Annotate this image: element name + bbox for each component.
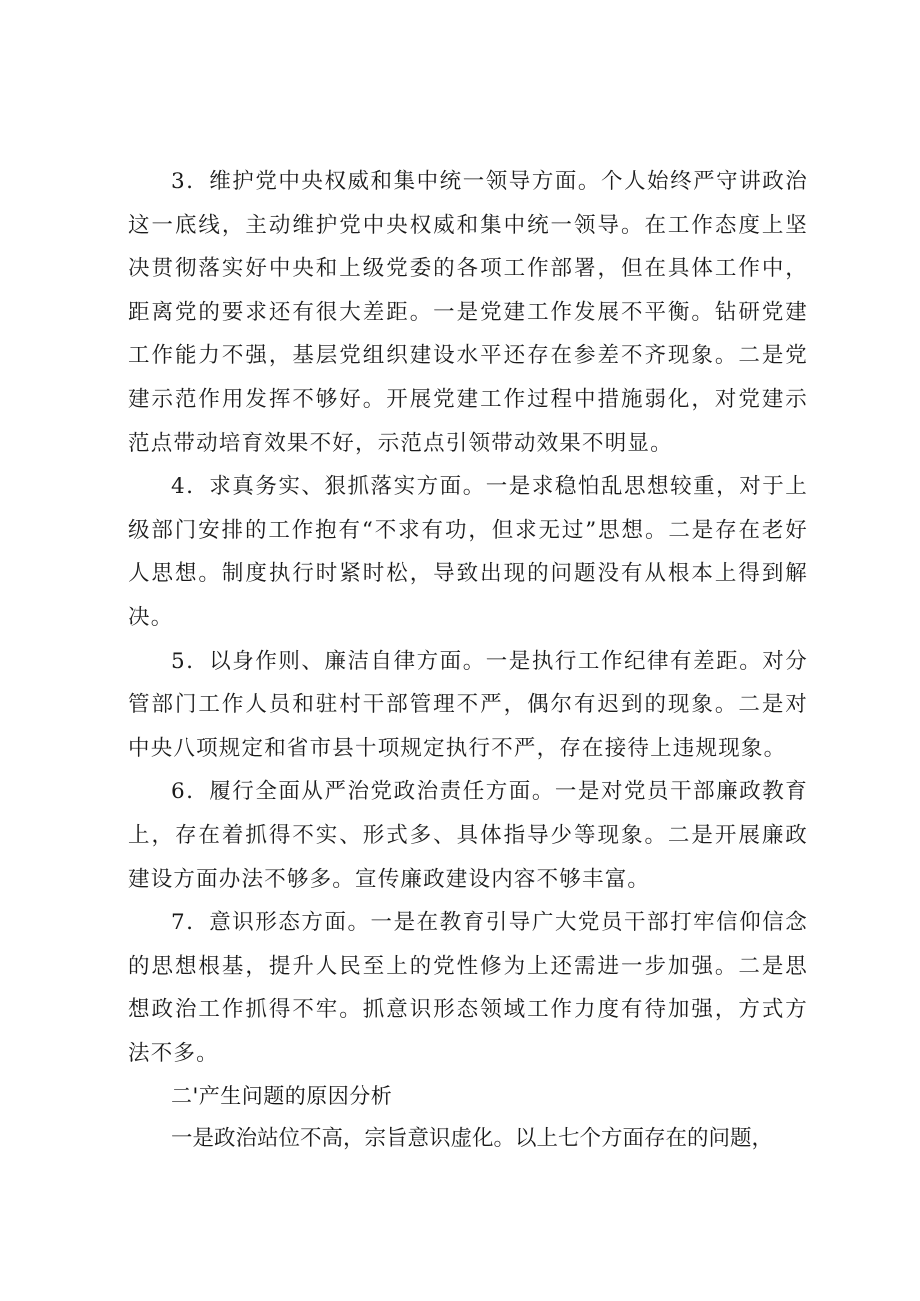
- document-body: [128, 160, 808, 1161]
- paragraph-item-6: 6．履行全面从严治党政治责任方面。一是对党员干部廉政教育上，存在着抓得不实、形式多、具体指导少等现象。二是开展廉政建设方面办法不够多。宣传廉政建设内容不够丰富。: [128, 779, 808, 892]
- paragraph-item-5: 5．以身作则、廉洁自律方面。一是执行工作纪律有差距。对分管部门工作人员和驻村干部管理不严，偶尔有迟到的现象。二是对中央八项规定和省市县十项规定执行不严，存在接待上违规现象。: [128, 648, 808, 761]
- paragraph-item-7: 7．意识形态方面。一是在教育引导广大党员干部打牢信仰信念的思想根基，提升人民至上的党性修为上还需进一步加强。二是思想政治工作抓得不牢。抓意识形态领域工作力度有待加强，方式方法不多。: [128, 910, 808, 1066]
- paragraph-item-4: 4．求真务实、狠抓落实方面。一是求稳怕乱思想较重，对于上级部门安排的工作抱有“不求有功，但求无过”思想。二是存在老好人思想。制度执行时紧时松，导致出现的问题没有从根本上得到解决。: [128, 474, 808, 630]
- paragraph-cause-1: 一是政治站位不高，宗旨意识虚化。以上七个方面存在的问题，: [171, 1126, 774, 1152]
- section-heading: 二'产生问题的原因分析: [171, 1084, 393, 1109]
- paragraph-item-3: 3．维护党中央权威和集中统一领导方面。个人始终严守讲政治这一底线，主动维护党中央权威和集中统一领导。在工作态度上坚决贯彻落实好中央和上级党委的各项工作部署，但在具体工作中，距离党的要求还有很大差距。一是党建工作发展不平衡。钻研党建工作能力不强，基层党组织建设水平还存在参差不齐现象。二是党建示范作用发挥不够好。开展党建工作过程中措施弱化，对党建示范点带动培育效果不好，示范点引领带动效果不明显。: [128, 169, 808, 456]
